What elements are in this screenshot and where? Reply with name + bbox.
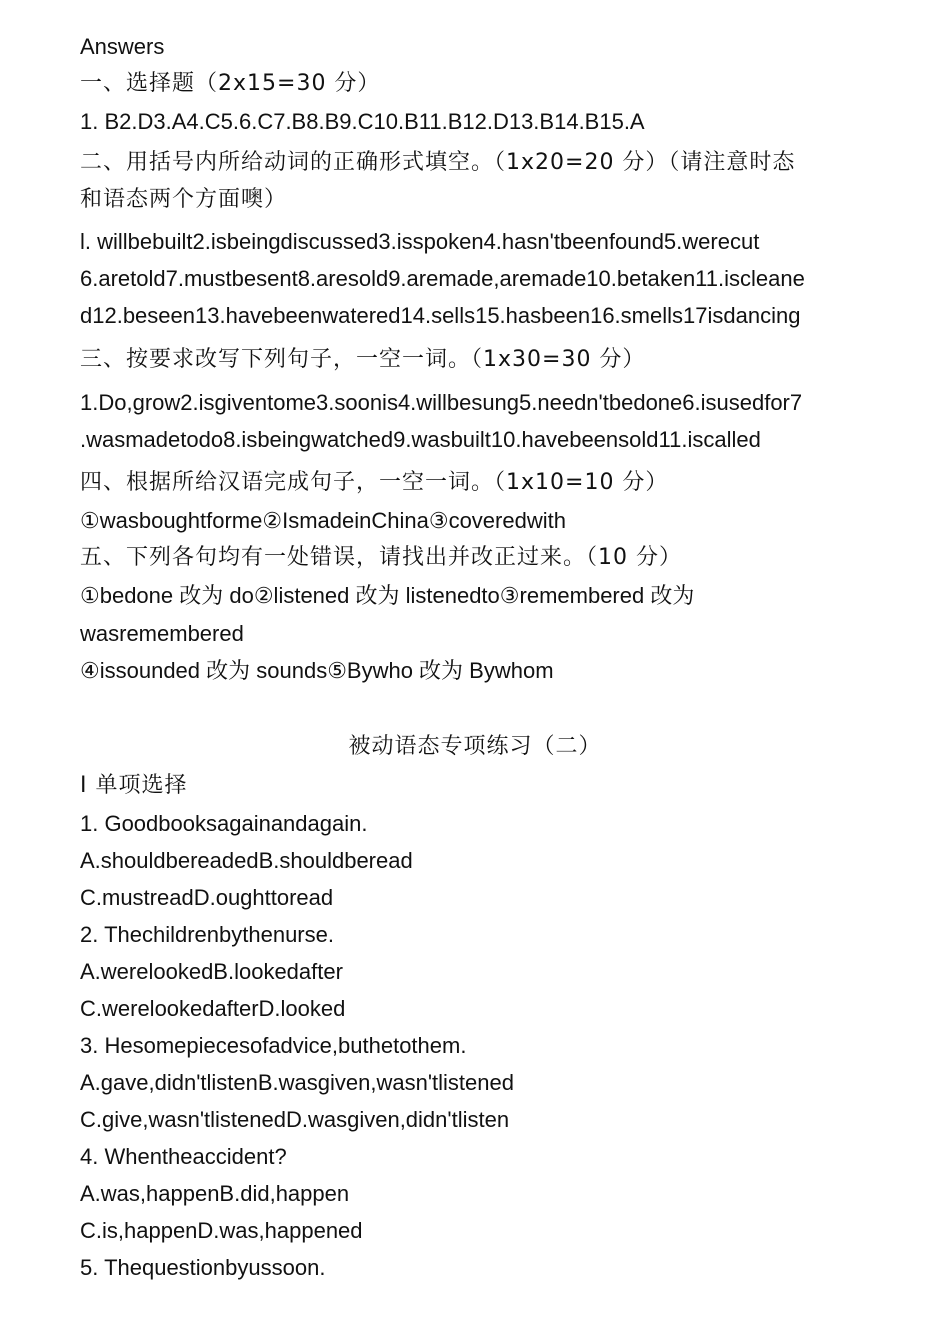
question-2: 2. Thechildrenbythenurse. [80,922,334,947]
question-3-options-cd: C.give,wasn'tlistenedD.wasgiven,didn'tlisten [80,1107,510,1132]
section2-answers-line3: d12.beseen13.havebeenwatered14.sells15.hasbeen16.smells17isdancing [80,303,801,328]
question-5: 5. Thequestionbyussoon. [80,1255,326,1280]
section4-answers: ①wasboughtforme②IsmadeinChina③coveredwith [80,508,566,533]
section1-answers: 1. B2.D3.A4.C5.6.C7.B8.B9.C10.B11.B12.D13.B14.B15.A [80,109,645,134]
question-2-options-cd: C.werelookedafterD.looked [80,996,346,1021]
question-4-options-cd: C.is,happenD.was,happened [80,1218,363,1243]
answers-heading: Answers [80,34,165,59]
section5-title: 五、下列各句均有一处错误，请找出并改正过来。（10 分） [80,545,682,570]
section2-answers-line2: 6.aretold7.mustbesent8.aresold9.aremade,aremade10.betaken11.iscleane [80,266,805,291]
section2-title-line1: 二、用括号内所给动词的正确形式填空。（1x20=20 分）（请注意时态 [80,150,796,175]
section3-answers-line1: 1.Do,grow2.isgiventome3.soonis4.willbesung5.needn'tbedone6.isusedfor7 [80,390,803,415]
exercise-title: 被动语态专项练习（二） [348,734,602,759]
question-1-options-cd: C.mustreadD.oughttoread [80,885,334,910]
section1-title: 一、选择题（2x15=30 分） [80,71,381,96]
section5-answers-line2: wasremembered [80,621,244,646]
question-1: 1. Goodbooksagainandagain. [80,811,368,836]
section3-title: 三、按要求改写下列句子，一空一词。（1x30=30 分） [80,347,646,372]
question-4: 4. Whentheaccident? [80,1144,287,1169]
question-1-options-ab: A.shouldbereadedB.shouldberead [80,848,413,873]
section2-title-line2: 和语态两个方面噢） [80,187,288,212]
question-3: 3. Hesomepiecesofadvice,buthetothem. [80,1033,467,1058]
section2-answers-line1: l. willbebuilt2.isbeingdiscussed3.isspoken4.hasn'tbeenfound5.werecut [80,229,760,254]
section5-answers-line1: ①bedone 改为 do②listened 改为 listenedto③remembered 改为 [80,583,695,608]
question-2-options-ab: A.werelookedB.lookedafter [80,959,343,984]
question-3-options-ab: A.gave,didn'tlistenB.wasgiven,wasn'tlistened [80,1070,514,1095]
section3-answers-line2: .wasmadetodo8.isbeingwatched9.wasbuilt10.havebeensold11.iscalled [80,427,761,452]
section5-answers-line3: ④issounded 改为 sounds⑤Bywho 改为 Bywhom [80,658,554,683]
part1-heading: I 单项选择 [80,773,188,798]
section4-title: 四、根据所给汉语完成句子，一空一词。（1x10=10 分） [80,470,669,495]
question-4-options-ab: A.was,happenB.did,happen [80,1181,350,1206]
